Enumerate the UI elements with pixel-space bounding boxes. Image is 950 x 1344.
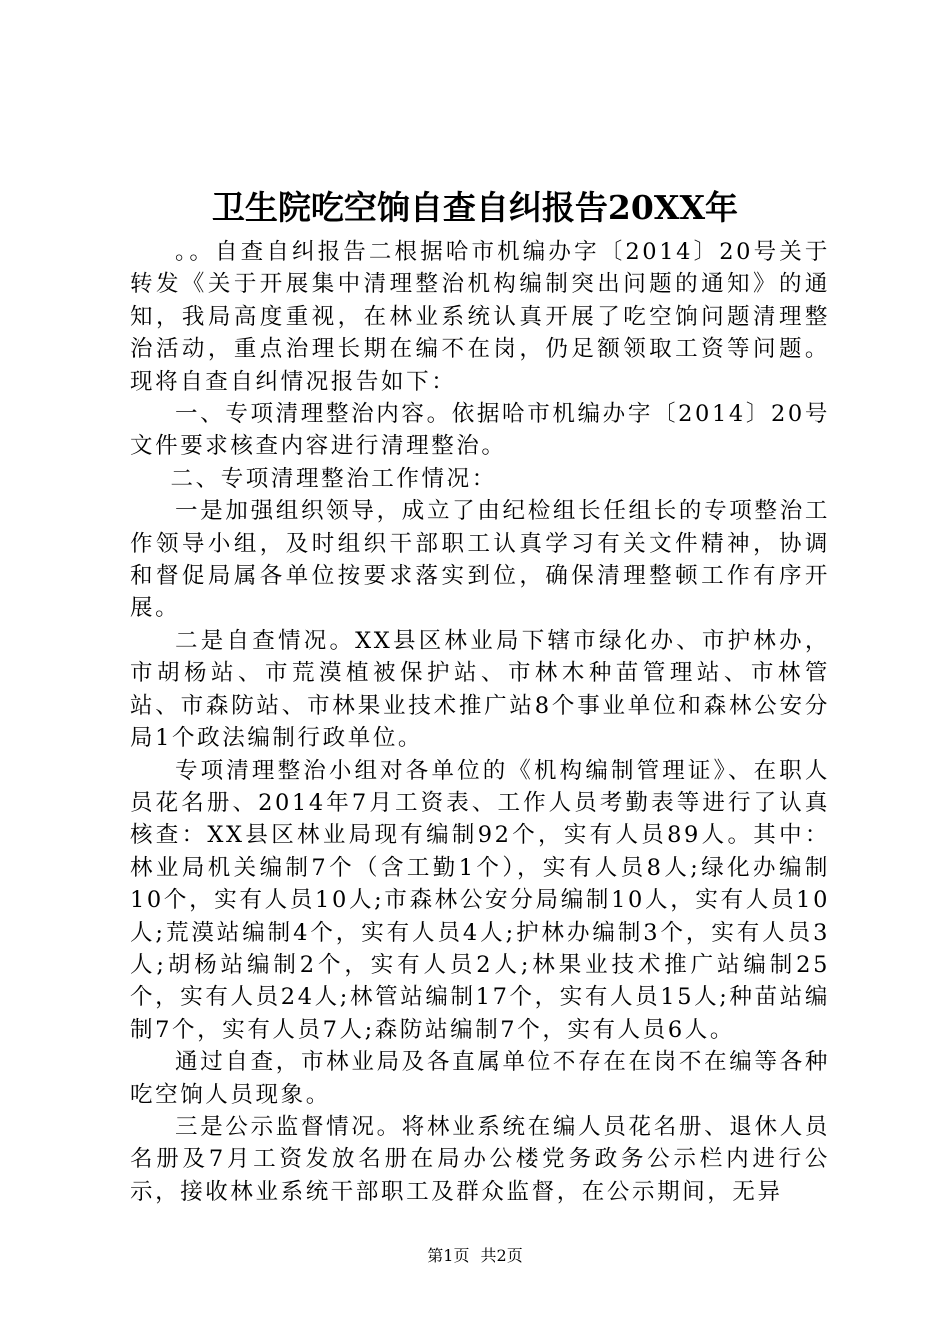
page-total: 共2页	[480, 1246, 523, 1265]
page-footer	[0, 1244, 950, 1268]
paragraph-publicity: 三是公示监督情况。将林业系统在编人员花名册、退休人员名册及7月工资发放名册在局办公楼党务政务公示栏内进行公示，接收林业系统干部职工及群众监督，在公示期间，无异	[130, 1113, 830, 1205]
document-title: 卫生院吃空饷自查自纠报告20XX年	[211, 188, 739, 227]
paragraph-intro: 。。自查自纠报告二根据哈市机编办字〔2014〕20号关于转发《关于开展集中清理整治机构编制突出问题的通知》的通知，我局高度重视，在林业系统认真开展了吃空饷问题清理整治活动，重点治理长期在编不在岗，仍足额领取工资等问题。现将自查自纠情况报告如下：	[130, 239, 830, 395]
document-body	[130, 236, 830, 1208]
paragraph-section-one: 一、专项清理整治内容。依据哈市机编办字〔2014〕20号文件要求核查内容进行清理整治。	[130, 401, 830, 460]
paragraph-conclusion: 通过自查，市林业局及各直属单位不存在在岗不在编等各种吃空饷人员现象。	[130, 1049, 830, 1108]
paragraph-verification: 专项清理整治小组对各单位的《机构编制管理证》、在职人员花名册、2014年7月工资表、工作人员考勤表等进行了认真核查：XX县区林业局现有编制92个，实有人员89人。其中：林业局机关编制7个（含工勤1个），实有人员8人;绿化办编制10个，实有人员10人;市森林公安分局编制10人，实有人员10人;荒漠站编制4个，实有人员4人;护林办编制3个，实有人员3人;胡杨站编制2个，实有人员2人;林果业技术推广站编制25个，实有人员24人;林管站编制17个，实有人员15人;种苗站编制7个，实有人员7人;森防站编制7个，实有人员6人。	[130, 757, 830, 1043]
paragraph-section-two-heading: 二、专项清理整治工作情况：	[170, 465, 497, 492]
paragraph-organization: 一是加强组织领导，成立了由纪检组长任组长的专项整治工作领导小组，及时组织干部职工认真学习有关文件精神，协调和督促局属各单位按要求落实到位，确保清理整顿工作有序开展。	[130, 498, 830, 622]
paragraph-self-check: 二是自查情况。XX县区林业局下辖市绿化办、市护林办，市胡杨站、市荒漠植被保护站、市林木种苗管理站、市林管站、市森防站、市林果业技术推广站8个事业单位和森林公安分局1个政法编制行政单位。	[130, 627, 830, 752]
page-number: 第1页	[427, 1246, 470, 1265]
